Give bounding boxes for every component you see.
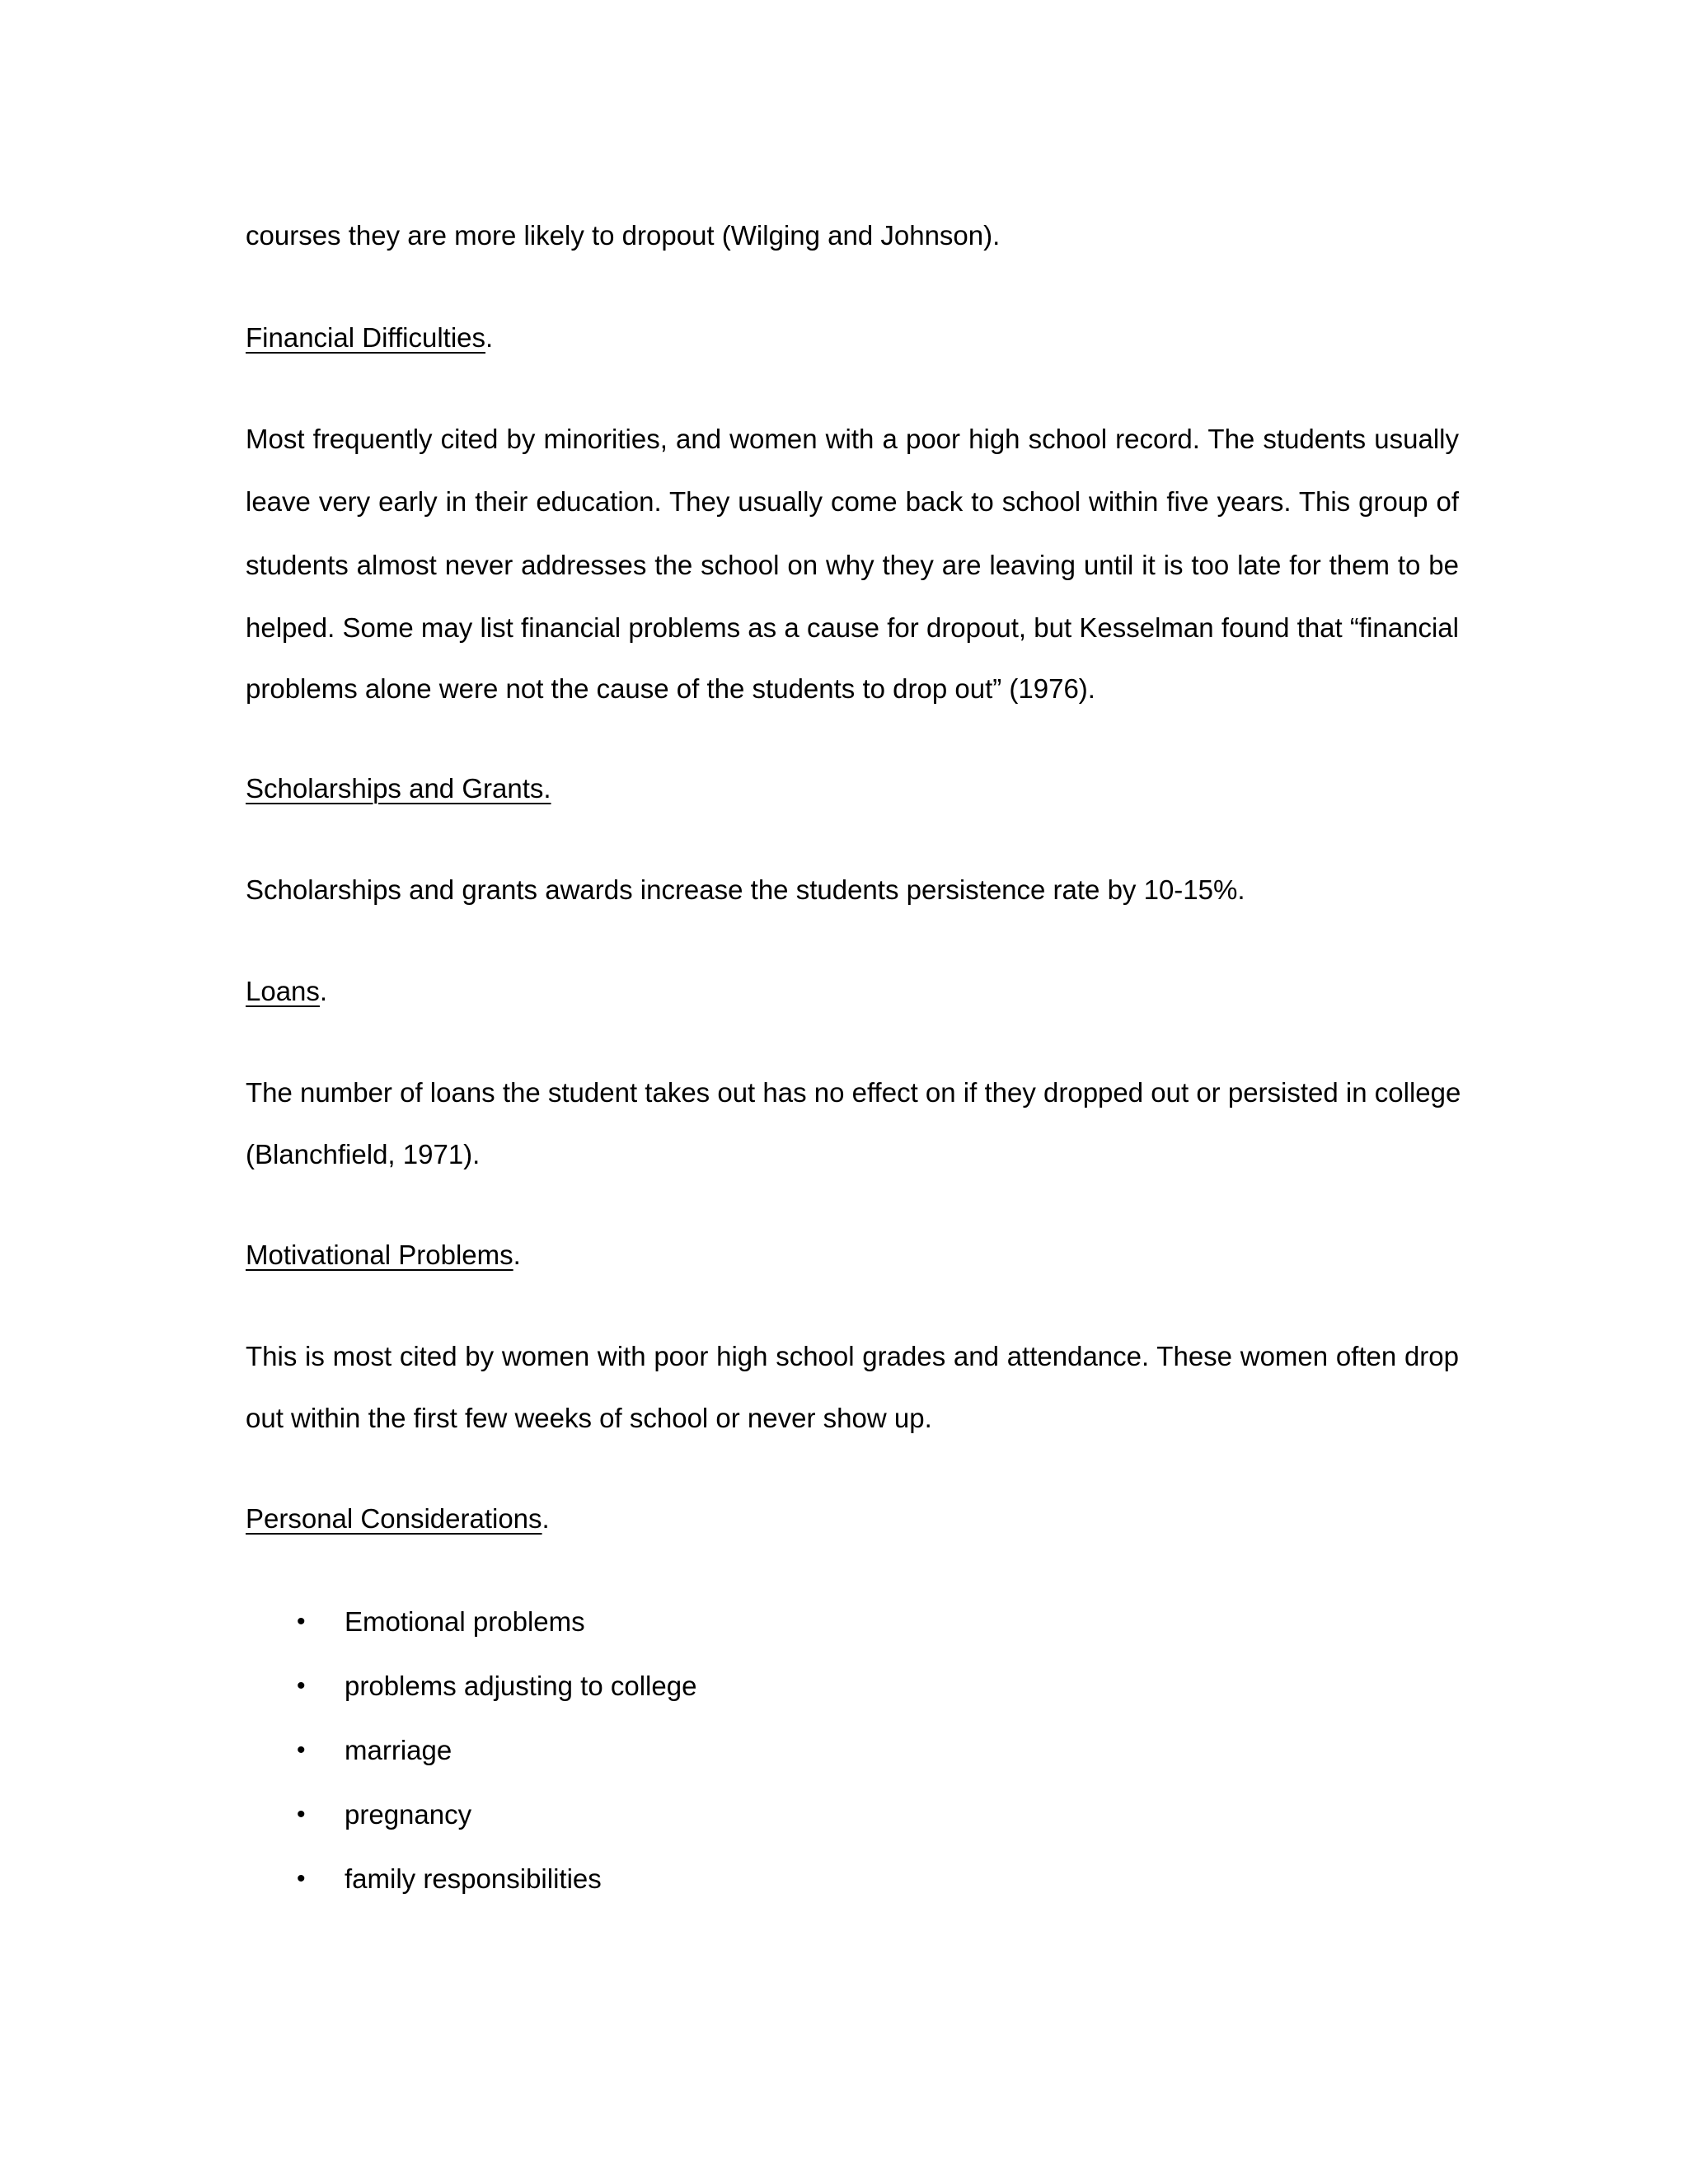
paragraph-line: students almost never addresses the school on why they are leaving until it is too late for them to be xyxy=(246,550,1459,580)
heading-text-scholarships: Scholarships and Grants. xyxy=(246,773,551,804)
bullet-icon: • xyxy=(297,1672,306,1699)
heading-punct-personal: . xyxy=(542,1503,550,1534)
heading-punct-financial: . xyxy=(485,322,494,353)
heading-text-motivational: Motivational Problems xyxy=(246,1240,513,1270)
paragraph-line: (Blanchfield, 1971). xyxy=(246,1139,481,1169)
section-heading-loans xyxy=(246,975,327,1008)
section-heading-motivational xyxy=(246,1239,521,1272)
list-item-text: problems adjusting to college xyxy=(345,1671,697,1701)
heading-punct-motivational: . xyxy=(513,1240,521,1270)
bullet-icon: • xyxy=(297,1736,306,1764)
section-heading-scholarships xyxy=(246,772,551,805)
heading-text-financial: Financial Difficulties xyxy=(246,322,486,353)
heading-punct-loans: . xyxy=(319,976,328,1006)
paragraph-line: The number of loans the student takes out has no effect on if they dropped out or persisted in college xyxy=(246,1077,1461,1108)
heading-text-loans: Loans xyxy=(246,976,320,1006)
paragraph-line: leave very early in their education. They usually come back to school within five years. This group of xyxy=(246,486,1459,517)
bullet-icon: • xyxy=(297,1608,306,1635)
section-heading-financial xyxy=(246,321,493,354)
paragraph-line: This is most cited by women with poor high school grades and attendance. These women often drop xyxy=(246,1341,1459,1371)
paragraph-line: out within the first few weeks of school or never show up. xyxy=(246,1403,932,1433)
bullet-icon: • xyxy=(297,1865,306,1892)
section-heading-personal xyxy=(246,1502,550,1535)
paragraph-line: Scholarships and grants awards increase the students persistence rate by 10-15%. xyxy=(246,874,1245,905)
list-item-text: pregnancy xyxy=(345,1799,472,1830)
paragraph-line: Most frequently cited by minorities, and women with a poor high school record. The students usually xyxy=(246,424,1459,454)
intro-line: courses they are more likely to dropout (Wilging and Johnson). xyxy=(246,220,1001,251)
paragraph-line: problems alone were not the cause of the students to drop out” (1976). xyxy=(246,673,1095,704)
list-item-text: family responsibilities xyxy=(345,1863,602,1894)
bullet-icon: • xyxy=(297,1801,306,1828)
paragraph-line: helped. Some may list financial problems as a cause for dropout, but Kesselman found that “financial xyxy=(246,612,1459,643)
list-item-text: marriage xyxy=(345,1735,452,1765)
list-item-text: Emotional problems xyxy=(345,1606,585,1637)
heading-text-personal: Personal Considerations xyxy=(246,1503,542,1534)
